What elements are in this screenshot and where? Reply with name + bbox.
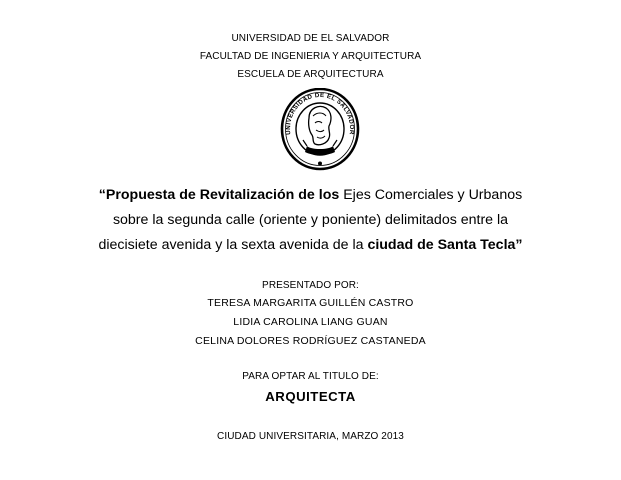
- author-name: CELINA DOLORES RODRÍGUEZ CASTANEDA: [195, 335, 426, 347]
- university-name: UNIVERSIDAD DE EL SALVADOR: [231, 33, 390, 44]
- title-line-1-regular: Ejes Comerciales y Urbanos: [343, 187, 523, 203]
- university-seal-icon: [279, 88, 361, 174]
- title-line-1: [0, 188, 621, 202]
- place-date: CIUDAD UNIVERSITARIA, MARZO 2013: [217, 431, 404, 442]
- seal-ring-text: UNIVERSIDAD DE EL SALVADOR: [284, 91, 356, 136]
- author-name: TERESA MARGARITA GUILLÉN CASTRO: [207, 297, 414, 309]
- faculty-name: FACULTAD DE INGENIERIA Y ARQUITECTURA: [199, 51, 422, 62]
- title-line-2: sobre la segunda calle (oriente y poniente) delimitados entre la: [112, 212, 509, 228]
- degree-label: PARA OPTAR AL TITULO DE:: [242, 371, 379, 382]
- school-name: ESCUELA DE ARQUITECTURA: [237, 69, 384, 80]
- title-line-3-regular: diecisiete avenida y la sexta avenida de la: [98, 237, 368, 253]
- presented-by-label: PRESENTADO POR:: [262, 280, 359, 291]
- author-name: LIDIA CAROLINA LIANG GUAN: [233, 316, 388, 328]
- degree-title: ARQUITECTA: [265, 389, 356, 404]
- title-line-3: [0, 238, 621, 252]
- title-line-1-bold: “Propuesta de Revitalización de los: [98, 187, 344, 203]
- title-line-3-bold: ciudad de Santa Tecla”: [367, 237, 523, 253]
